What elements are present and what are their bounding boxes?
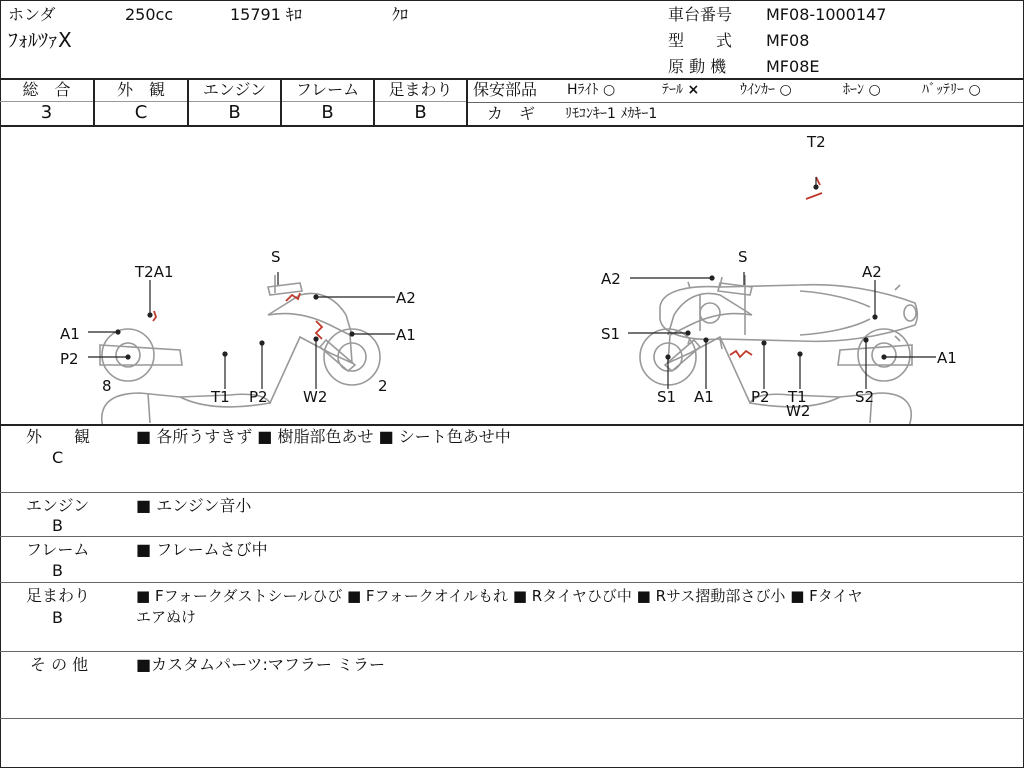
engine-grade-label: エンジン [202,80,267,99]
section-other-title: そ の 他 [30,655,89,674]
type-value: MF08 [766,31,810,50]
mileage: 15791 ｷﾛ [230,5,302,24]
exterior-grade-value: C [134,102,148,123]
divider [0,492,1024,493]
section-suspension-text: ■ Fフォークダストシールひび ■ Fフォークオイルもれ ■ Rタイヤひび中 ■ Rサス摺動部さび小 ■ Fタイヤ [136,587,863,605]
divider [0,718,1024,719]
engine-model-label: 原 動 機 [668,57,727,76]
diagram-label: A1 [60,325,80,343]
maker: ホンダ [8,5,56,24]
diagram-label: A1 [694,388,714,406]
divider [0,582,1024,583]
suspension-grade-label: 足まわり [388,80,453,99]
diagram-label: P2 [751,388,770,406]
section-suspension-text-2: エアぬけ [136,608,197,626]
section-exterior-title: 外 観 [26,427,91,446]
section-engine-text: ■ エンジン音小 [136,496,252,515]
diagram-label: A2 [601,270,621,288]
divider [467,102,1023,103]
diagram-label: T2 [807,133,826,151]
section-frame-title: フレーム [26,540,90,559]
diagram-label: S1 [657,388,677,406]
diagram-label: 2 [378,377,388,395]
type-label: 型 式 [668,31,733,50]
diagram-label: P2 [60,350,79,368]
frame-grade-value: B [321,102,334,123]
engine-model-value: MF08E [766,57,820,76]
divider [0,651,1024,652]
frame-number-value: MF08-1000147 [766,5,887,24]
diagram-label: A2 [396,289,416,307]
suspension-grade-value: B [414,102,427,123]
safety-item-tail: ﾃｰﾙ × [662,82,700,98]
diagram-label: T1 [788,388,807,406]
diagram-label: A1 [396,326,416,344]
diagram-label: A1 [937,349,957,367]
overall-grade-label: 総 合 [22,80,71,99]
section-engine-grade: B [52,516,63,535]
key-value: ﾘﾓｺﾝｷｰ1 ﾒｶｷｰ1 [565,106,658,122]
diagram-label: S [738,248,748,266]
exterior-grade-label: 外 観 [116,80,165,99]
displacement: 250cc [125,5,174,24]
motorcycle-diagram [0,125,1024,425]
divider [0,536,1024,537]
key-label: カ ギ [487,104,536,123]
section-suspension-grade: B [52,608,63,627]
frame-grade-label: フレーム [295,80,360,99]
diagram-label: 8 [102,377,112,395]
section-engine-title: エンジン [26,496,90,515]
diagram-label: P2 [249,388,268,406]
section-other-text: ■カスタムパーツ:マフラー ミラー [136,655,385,674]
diagram-label: T1 [211,388,230,406]
safety-item-headlight: Hﾗｲﾄ ○ [567,82,616,98]
diagram-label: A2 [862,263,882,281]
safety-item-battery: ﾊﾞｯﾃﾘｰ ○ [922,82,981,98]
section-suspension-title: 足まわり [26,586,91,605]
section-exterior-grade: C [52,448,64,467]
overall-grade-value: 3 [40,102,53,123]
section-frame-grade: B [52,561,63,580]
section-frame-text: ■ フレームさび中 [136,540,268,559]
diagram-label: W2 [786,402,811,420]
frame-number-label: 車台番号 [668,5,733,24]
safety-item-winker: ｳｲﾝｶｰ ○ [740,82,792,98]
diagram-label: S [271,248,281,266]
safety-item-horn: ﾎｰﾝ ○ [843,82,881,98]
section-exterior-text: ■ 各所うすきず ■ 樹脂部色あせ ■ シート色あせ中 [136,427,511,446]
divider [466,78,468,126]
engine-grade-value: B [228,102,241,123]
color: ｸﾛ [392,5,409,24]
diagram-label: W2 [303,388,328,406]
safety-parts-label: 保安部品 [473,80,538,99]
diagram-label: S1 [601,325,621,343]
model-name: ﾌｫﾙﾂｧX [8,28,72,52]
diagram-label: T2A1 [135,263,174,281]
diagram-label: S2 [855,388,875,406]
